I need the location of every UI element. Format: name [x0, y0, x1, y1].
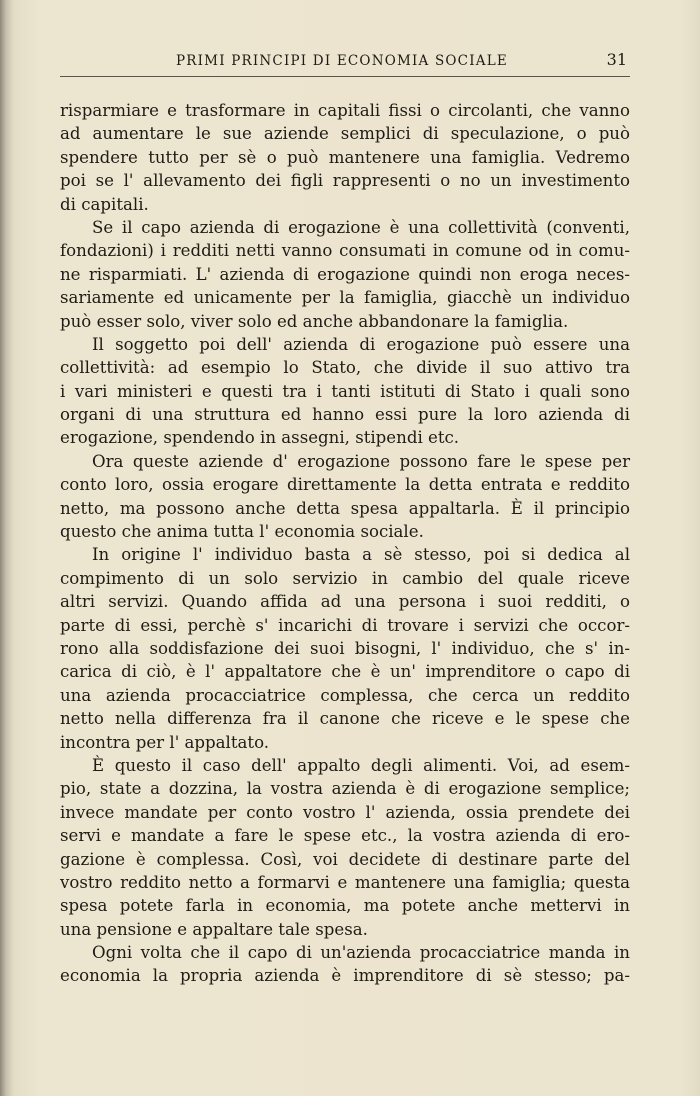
- text-line: carica di ciò, è l' appaltatore che è un' imprenditore o capo di: [60, 662, 630, 682]
- text-line: erogazione, spendendo in assegni, stipendi etc.: [60, 428, 460, 448]
- text-line: Ora queste aziende d' erogazione possono fare le spese per: [92, 451, 630, 471]
- text-line: economia la propria azienda è imprenditore di sè stesso; pa-: [60, 966, 630, 986]
- text-line: Ogni volta che il capo di un'azienda procacciatrice manda in: [92, 943, 630, 963]
- text-line: altri servizi. Quando affida ad una persona i suoi redditi, o: [60, 592, 630, 612]
- text-line: risparmiare e trasformare in capitali fissi o circolanti, che vanno: [60, 101, 630, 120]
- text-line: poi se l' allevamento dei figli rappresenti o no un investimento: [60, 171, 630, 191]
- text-line: gazione è complessa. Così, voi decidete di destinare parte del: [60, 849, 630, 869]
- text-line: conto loro, ossia erogare direttamente la detta entrata e reddito: [60, 475, 630, 495]
- text-line: può esser solo, viver solo ed anche abbandonare la famiglia.: [60, 311, 569, 331]
- text-line: servi e mandate a fare le spese etc., la vostra azienda di ero-: [60, 826, 630, 846]
- text-line: compimento di un solo servizio in cambio del quale riceve: [60, 568, 630, 588]
- text-line: Il soggetto poi dell' azienda di erogazione può essere una: [92, 334, 630, 354]
- text-line: invece mandate per conto vostro l' azienda, ossia prendete dei: [60, 802, 630, 822]
- text-line: collettività: ad esempio lo Stato, che divide il suo attivo tra: [60, 358, 630, 378]
- running-title: PRIMI PRINCIPI DI ECONOMIA SOCIALE: [176, 53, 508, 69]
- text-line: netto nella differenza fra il canone che riceve e le spese che: [60, 709, 630, 729]
- text-line: fondazioni) i redditi netti vanno consumati in comune od in comu-: [60, 241, 630, 261]
- text-line: spendere tutto per sè o può mantenere una famiglia. Vedremo: [60, 147, 630, 167]
- text-line: ad aumentare le sue aziende semplici di speculazione, o può: [60, 124, 630, 144]
- text-line: vostro reddito netto a formarvi e mantenere una famiglia; questa: [60, 872, 630, 892]
- text-line: organi di una struttura ed hanno essi pure la loro azienda di: [60, 405, 630, 425]
- text-line: È questo il caso dell' appalto degli alimenti. Voi, ad esem-: [92, 755, 630, 775]
- text-line: questo che anima tutta l' economia sociale.: [60, 522, 424, 542]
- text-line: una pensione e appaltare tale spesa.: [60, 919, 368, 939]
- text-line: i vari ministeri e questi tra i tanti istituti di Stato i quali sono: [60, 381, 630, 401]
- text-line: pio, state a dozzina, la vostra azienda è di erogazione semplice;: [60, 779, 630, 799]
- text-line: sariamente ed unicamente per la famiglia, giacchè un individuo: [60, 288, 630, 308]
- text-line: di capitali.: [60, 194, 149, 214]
- running-head: [60, 50, 630, 77]
- text-line: In origine l' individuo basta a sè stesso, poi si dedica al: [92, 545, 630, 565]
- text-line: una azienda procacciatrice complessa, che cerca un reddito: [60, 685, 630, 705]
- text-line: rono alla soddisfazione dei suoi bisogni, l' individuo, che s' in-: [60, 638, 630, 658]
- text-line: incontra per l' appaltato.: [60, 732, 270, 752]
- body-text: [60, 99, 630, 988]
- text-line: netto, ma possono anche detta spesa appaltarla. È il principio: [60, 498, 630, 518]
- text-line: Se il capo azienda di erogazione è una collettività (conventi,: [92, 217, 630, 237]
- page-number: 31: [606, 50, 627, 69]
- text-line: ne risparmiati. L' azienda di erogazione quindi non eroga neces-: [60, 264, 630, 284]
- text-line: parte di essi, perchè s' incarichi di trovare i servizi che occor-: [60, 615, 630, 635]
- text-line: spesa potete farla in economia, ma potete anche mettervi in: [60, 896, 630, 916]
